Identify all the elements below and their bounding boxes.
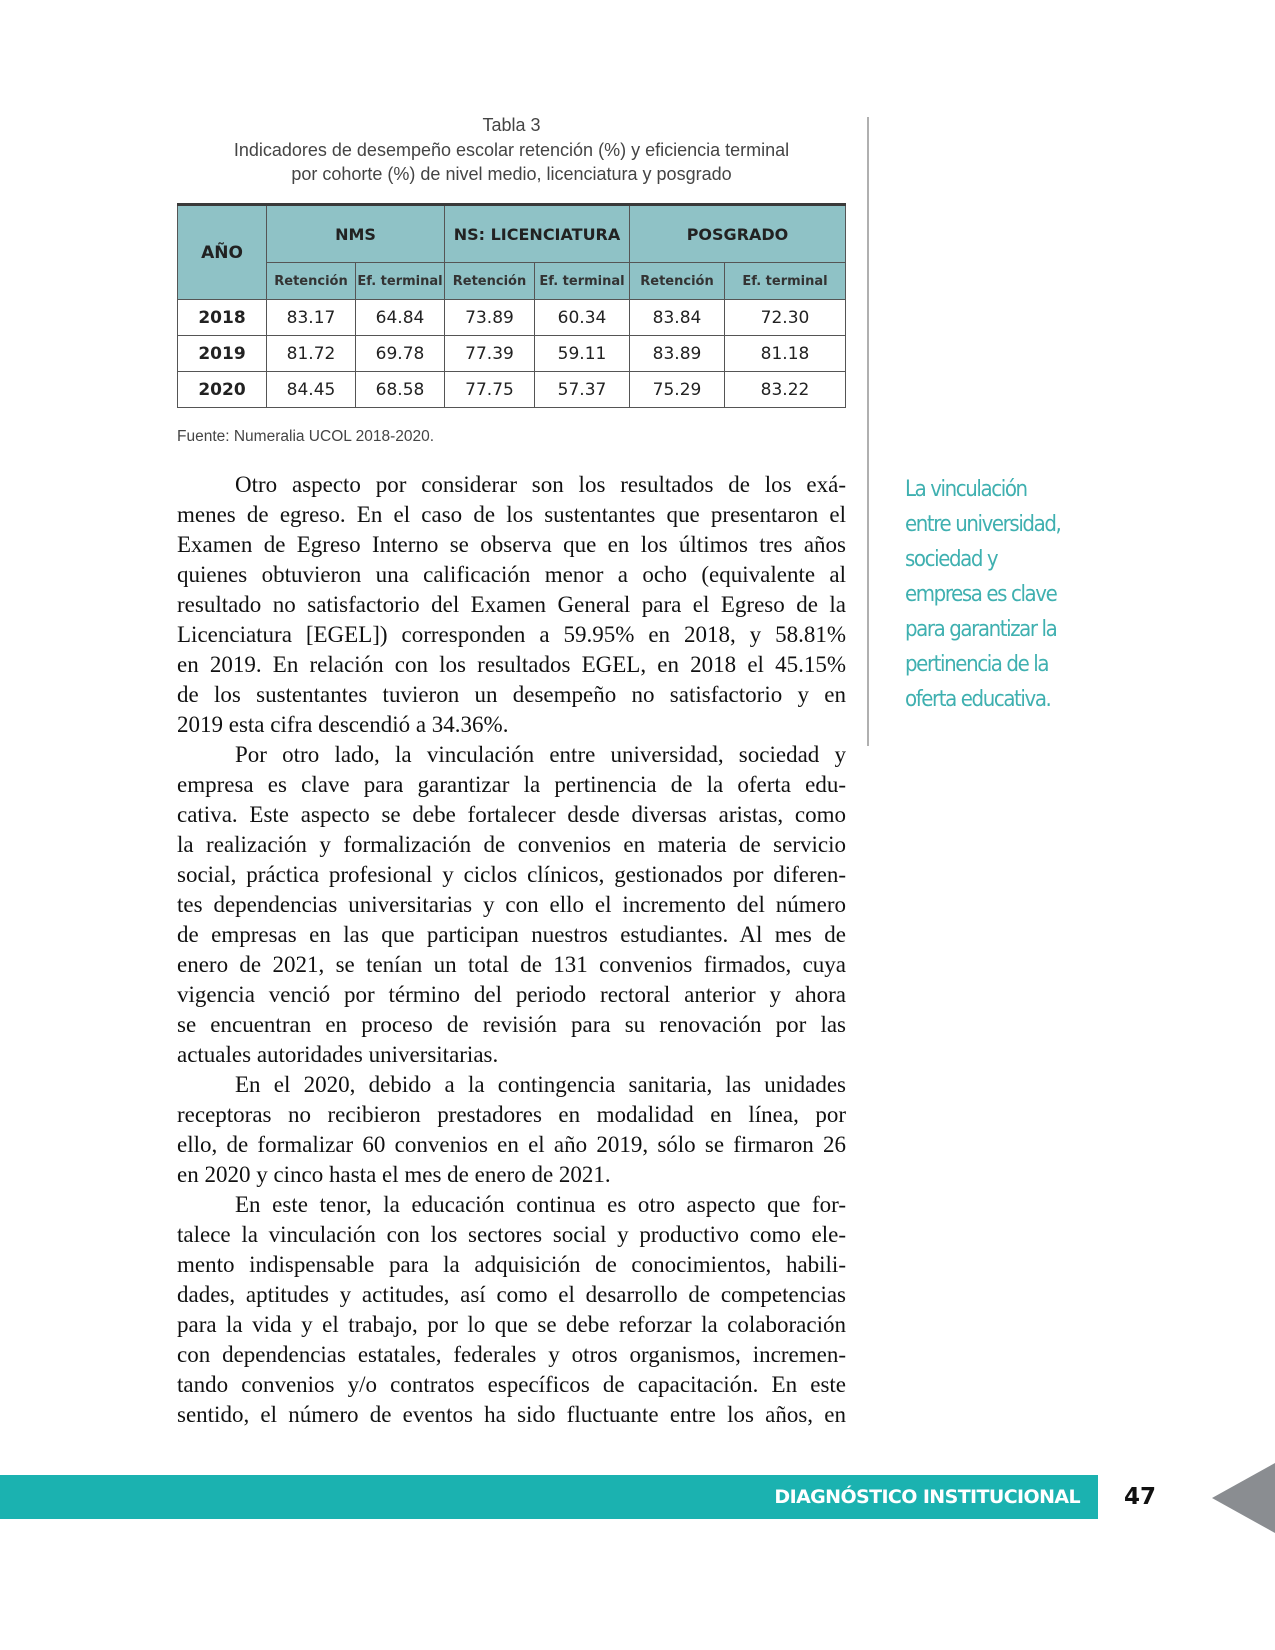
page-triangle-icon: [1212, 1463, 1275, 1533]
cell-value: 69.78: [356, 336, 445, 372]
body-line: Licenciatura [EGEL]) corresponden a 59.95% en 2018, y 58.81%: [177, 622, 846, 647]
row-year: 2019: [178, 336, 267, 372]
body-line: Otro aspecto por considerar son los resultados de los exá-: [235, 472, 846, 497]
pull-quote-line: entre universidad,: [905, 512, 1061, 537]
body-line: receptoras no recibieron prestadores en modalidad en línea, por: [177, 1102, 846, 1127]
cell-value: 83.84: [630, 300, 725, 336]
body-line: sentido, el número de eventos ha sido fluctuante entre los años, en: [177, 1402, 846, 1427]
pull-quote-line: pertinencia de la: [905, 652, 1049, 677]
table-subheader-row: [178, 263, 846, 300]
body-line: Examen de Egreso Interno se observa que en los últimos tres años: [177, 532, 846, 557]
year-column-header: AÑO: [178, 205, 267, 300]
body-line: Por otro lado, la vinculación entre universidad, sociedad y: [235, 742, 846, 767]
body-line: 2019 esta cifra descendió a 34.36%.: [177, 712, 509, 737]
body-line: se encuentran en proceso de revisión para su renovación por las: [177, 1012, 846, 1037]
footer-section-title: DIAGNÓSTICO INSTITUCIONAL: [774, 1486, 1080, 1508]
table-row: [178, 372, 846, 408]
cell-value: 60.34: [535, 300, 630, 336]
cell-value: 64.84: [356, 300, 445, 336]
cell-value: 77.39: [445, 336, 535, 372]
subheader-lic-ef-terminal: Ef. terminal: [535, 263, 630, 300]
body-text: [177, 470, 846, 1430]
body-line: tando convenios y/o contratos específicos de capacitación. En este: [177, 1372, 846, 1397]
table-row: [178, 300, 846, 336]
body-line: la realización y formalización de convenios en materia de servicio: [177, 832, 846, 857]
group-header-licenciatura: NS: LICENCIATURA: [445, 205, 630, 263]
subheader-pos-ef-terminal: Ef. terminal: [725, 263, 846, 300]
body-line: menes de egreso. En el caso de los sustentantes que presentaron el: [177, 502, 846, 527]
body-line: En este tenor, la educación continua es otro aspecto que for-: [235, 1192, 846, 1217]
table-row: [178, 336, 846, 372]
cell-value: 72.30: [725, 300, 846, 336]
table-group-header-row: [178, 205, 846, 263]
body-line: talece la vinculación con los sectores social y productivo como ele-: [177, 1222, 846, 1247]
cell-value: 73.89: [445, 300, 535, 336]
row-year: 2020: [178, 372, 267, 408]
cell-value: 81.18: [725, 336, 846, 372]
subheader-nms-ef-terminal: Ef. terminal: [356, 263, 445, 300]
body-line: enero de 2021, se tenían un total de 131 convenios firmados, cuya: [177, 952, 846, 977]
row-year: 2018: [178, 300, 267, 336]
table-title-line-1: Indicadores de desempeño escolar retención (%) y eficiencia terminal: [233, 140, 790, 160]
table-label: Tabla 3: [482, 115, 541, 135]
cell-value: 75.29: [630, 372, 725, 408]
indicators-table: [177, 203, 846, 408]
body-line: vigencia venció por término del periodo rectoral anterior y ahora: [177, 982, 846, 1007]
subheader-lic-retencion: Retención: [445, 263, 535, 300]
cell-value: 57.37: [535, 372, 630, 408]
subheader-pos-retencion: Retención: [630, 263, 725, 300]
body-line: En el 2020, debido a la contingencia sanitaria, las unidades: [235, 1072, 846, 1097]
pull-quote-line: empresa es clave: [905, 582, 1057, 607]
body-line: en 2019. En relación con los resultados EGEL, en 2018 el 45.15%: [177, 652, 846, 677]
body-line: dades, aptitudes y actitudes, así como el desarrollo de competencias: [177, 1282, 846, 1307]
pull-quote-line: sociedad y: [905, 547, 998, 572]
table-title-line-2: por cohorte (%) de nivel medio, licenciatura y posgrado: [291, 164, 732, 184]
table-source: Fuente: Numeralia UCOL 2018-2020.: [177, 428, 435, 445]
page-number: 47: [1124, 1484, 1157, 1510]
body-line: de los sustentantes tuvieron un desempeño no satisfactorio y en: [177, 682, 846, 707]
body-line: de empresas en las que participan nuestros estudiantes. Al mes de: [177, 922, 846, 947]
cell-value: 84.45: [267, 372, 356, 408]
body-line: empresa es clave para garantizar la pertinencia de la oferta edu-: [177, 772, 846, 797]
cell-value: 83.17: [267, 300, 356, 336]
cell-value: 59.11: [535, 336, 630, 372]
body-line: quienes obtuvieron una calificación menor a ocho (equivalente al: [177, 562, 846, 587]
body-line: tes dependencias universitarias y con ello el incremento del número: [177, 892, 846, 917]
footer-section-band: [0, 1475, 1098, 1519]
body-line: resultado no satisfactorio del Examen General para el Egreso de la: [177, 592, 846, 617]
body-line: social, práctica profesional y ciclos clínicos, gestionados por diferen-: [177, 862, 846, 887]
body-line: actuales autoridades universitarias.: [177, 1042, 499, 1067]
subheader-nms-retencion: Retención: [267, 263, 356, 300]
body-line: para la vida y el trabajo, por lo que se debe reforzar la colaboración: [177, 1312, 846, 1337]
pull-quote-line: para garantizar la: [905, 617, 1057, 642]
cell-value: 81.72: [267, 336, 356, 372]
cell-value: 68.58: [356, 372, 445, 408]
body-line: cativa. Este aspecto se debe fortalecer desde diversas aristas, como: [177, 802, 846, 827]
group-header-posgrado: POSGRADO: [630, 205, 846, 263]
pull-quote: [905, 472, 1105, 717]
pull-quote-line: oferta educativa.: [905, 687, 1051, 712]
body-line: con dependencias estatales, federales y otros organismos, incremen-: [177, 1342, 846, 1367]
body-line: mento indispensable para la adquisición de conocimientos, habili-: [177, 1252, 846, 1277]
group-header-nms: NMS: [267, 205, 445, 263]
margin-divider: [867, 117, 869, 746]
cell-value: 77.75: [445, 372, 535, 408]
cell-value: 83.22: [725, 372, 846, 408]
body-line: en 2020 y cinco hasta el mes de enero de 2021.: [177, 1162, 611, 1187]
body-line: ello, de formalizar 60 convenios en el año 2019, sólo se firmaron 26: [177, 1132, 846, 1157]
cell-value: 83.89: [630, 336, 725, 372]
pull-quote-line: La vinculación: [905, 477, 1027, 502]
